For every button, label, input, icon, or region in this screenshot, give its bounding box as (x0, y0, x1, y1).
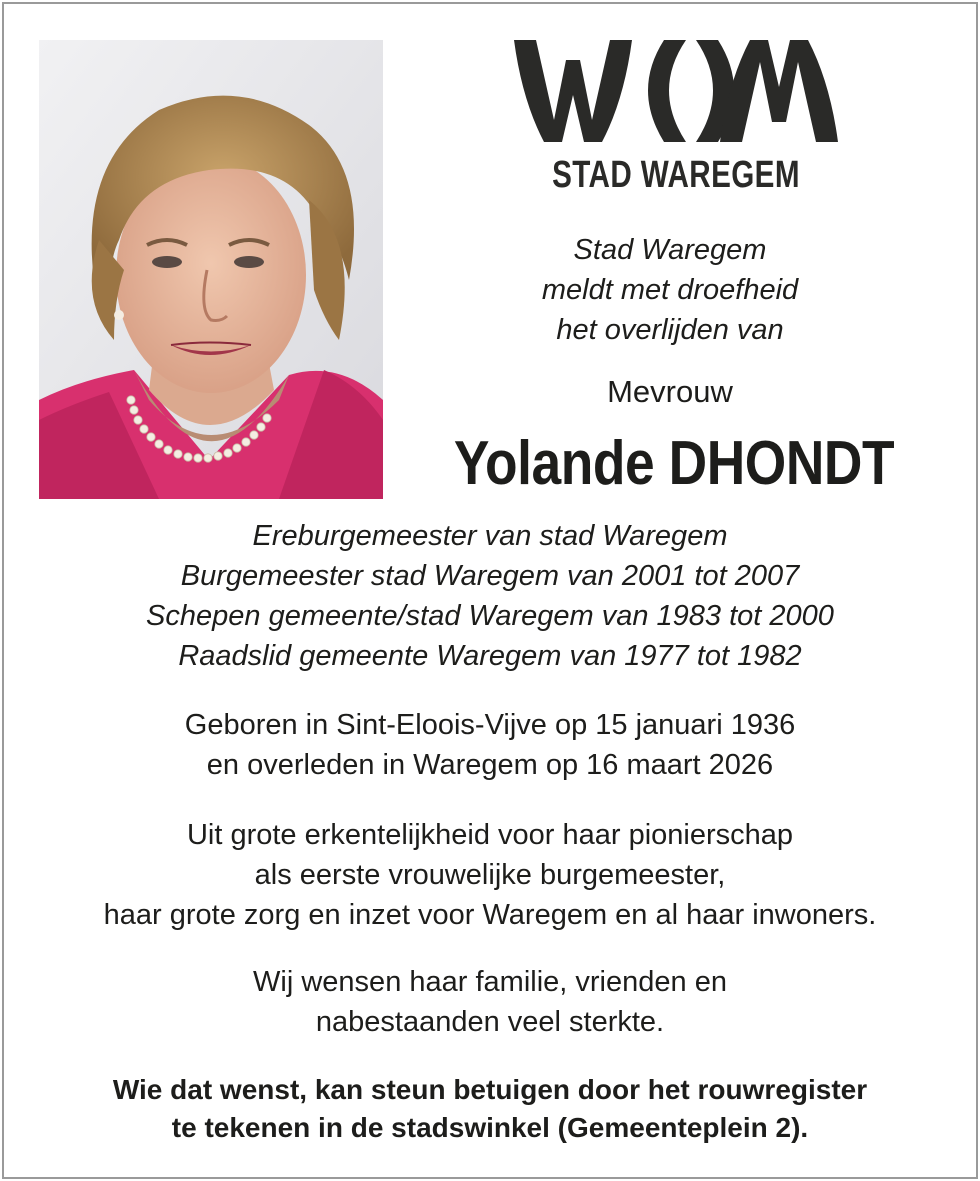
logo-wordmark: STAD WAREGEM (552, 154, 800, 196)
deceased-name: Yolande DHONDT (453, 429, 895, 498)
function-line: Raadslid gemeente Waregem van 1977 tot 1982 (178, 640, 802, 672)
tribute-line: Uit grote erkentelijkheid voor haar pionierschap (186, 819, 794, 851)
tribute-line: haar grote zorg en inzet voor Waregem en al haar inwoners. (103, 899, 877, 931)
function-line: Ereburgemeester van stad Waregem (252, 520, 728, 552)
honorific: Mevrouw (607, 374, 733, 409)
condolence-wish (0, 962, 980, 1042)
functions-list (0, 516, 980, 676)
function-line: Schepen gemeente/stad Waregem van 1983 tot 2000 (146, 600, 834, 632)
intro-line: meldt met droefheid (541, 274, 799, 306)
intro-line: Stad Waregem (573, 234, 767, 266)
condolence-register-notice (0, 1071, 980, 1147)
life-dates (0, 705, 980, 785)
notice-line: te tekenen in de stadswinkel (Gemeenteplein 2). (171, 1112, 809, 1143)
stad-waregem-logo (514, 40, 838, 205)
wish-line: nabestaanden veel sterkte. (315, 1006, 665, 1038)
birth-line: Geboren in Sint-Eloois-Vijve op 15 januari 1936 (184, 709, 796, 741)
portrait-photo (39, 40, 383, 499)
tribute-line: als eerste vrouwelijke burgemeester, (254, 859, 726, 891)
portrait-illustration (39, 40, 383, 499)
wish-line: Wij wensen haar familie, vrienden en (253, 966, 727, 998)
function-line: Burgemeester stad Waregem van 2001 tot 2007 (180, 560, 800, 592)
death-line: en overleden in Waregem op 16 maart 2026 (206, 749, 774, 781)
logo-mark (514, 40, 838, 150)
intro-line: het overlijden van (556, 314, 784, 346)
tribute-text (0, 815, 980, 935)
announcement-intro (470, 230, 870, 350)
notice-line: Wie dat wenst, kan steun betuigen door het rouwregister (112, 1074, 868, 1105)
